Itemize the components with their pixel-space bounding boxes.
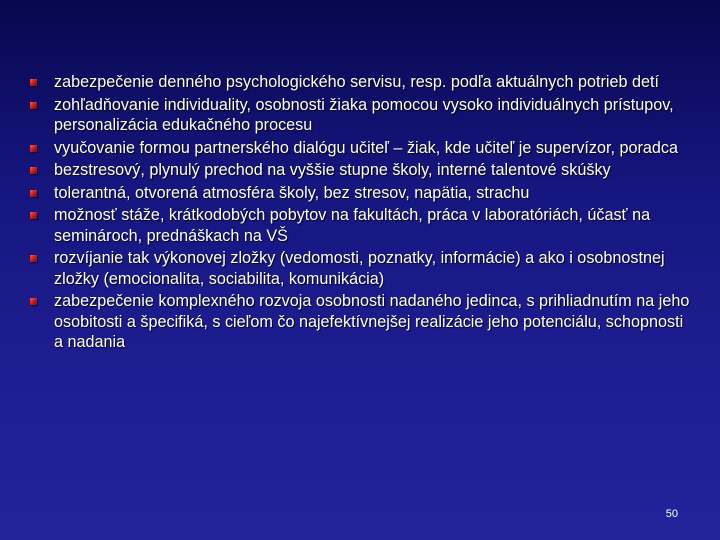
- page-number: 50: [665, 508, 678, 520]
- bullet-item: [30, 291, 690, 353]
- bullet-item: [30, 183, 690, 204]
- bullet-text: vyučovanie formou partnerského dialógu učiteľ – žiak, kde učiteľ je supervízor, poradca: [54, 138, 679, 157]
- red-square-bullet-icon: [30, 102, 37, 109]
- red-square-bullet-icon: [30, 190, 37, 197]
- red-square-bullet-icon: [30, 212, 37, 219]
- bullet-item: [30, 95, 690, 136]
- bullet-text: zabezpečenie komplexného rozvoja osobnosti nadaného jedinca, s prihliadnutím na jeho osobitosti a špecifiká, s cieľom čo najefektívnejšej realizácie jeho potenciálu, schopnosti a nadania: [54, 292, 690, 351]
- bullet-text: bezstresový, plynulý prechod na vyššie stupne školy, interné talentové skúšky: [54, 161, 611, 179]
- bullet-item: [30, 248, 690, 289]
- bullet-item: [30, 160, 690, 181]
- red-square-bullet-icon: [30, 145, 37, 152]
- bullet-text: zohľadňovanie individuality, osobnosti žiaka pomocou vysoko individuálnych prístupov, personalizácia edukačného procesu: [54, 95, 674, 134]
- bullet-item: [30, 72, 690, 93]
- bullet-text: možnosť stáže, krátkodobých pobytov na fakultách, práca v laboratóriách, účasť na seminároch, prednáškach na VŠ: [54, 206, 651, 245]
- red-square-bullet-icon: [30, 167, 37, 174]
- bullet-item: [30, 205, 690, 246]
- red-square-bullet-icon: [30, 298, 37, 305]
- bullet-item: [30, 138, 690, 159]
- bullet-list: [30, 72, 690, 355]
- bullet-text: zabezpečenie denného psychologického servisu, resp. podľa aktuálnych potrieb detí: [54, 73, 659, 91]
- red-square-bullet-icon: [30, 79, 37, 86]
- red-square-bullet-icon: [30, 255, 37, 262]
- bullet-text: tolerantná, otvorená atmosféra školy, bez stresov, napätia, strachu: [54, 183, 530, 202]
- bullet-text: rozvíjanie tak výkonovej zložky (vedomosti, poznatky, informácie) a ako i osobnostnej zložky (emocionalita, sociabilita, komunikácia): [54, 249, 665, 288]
